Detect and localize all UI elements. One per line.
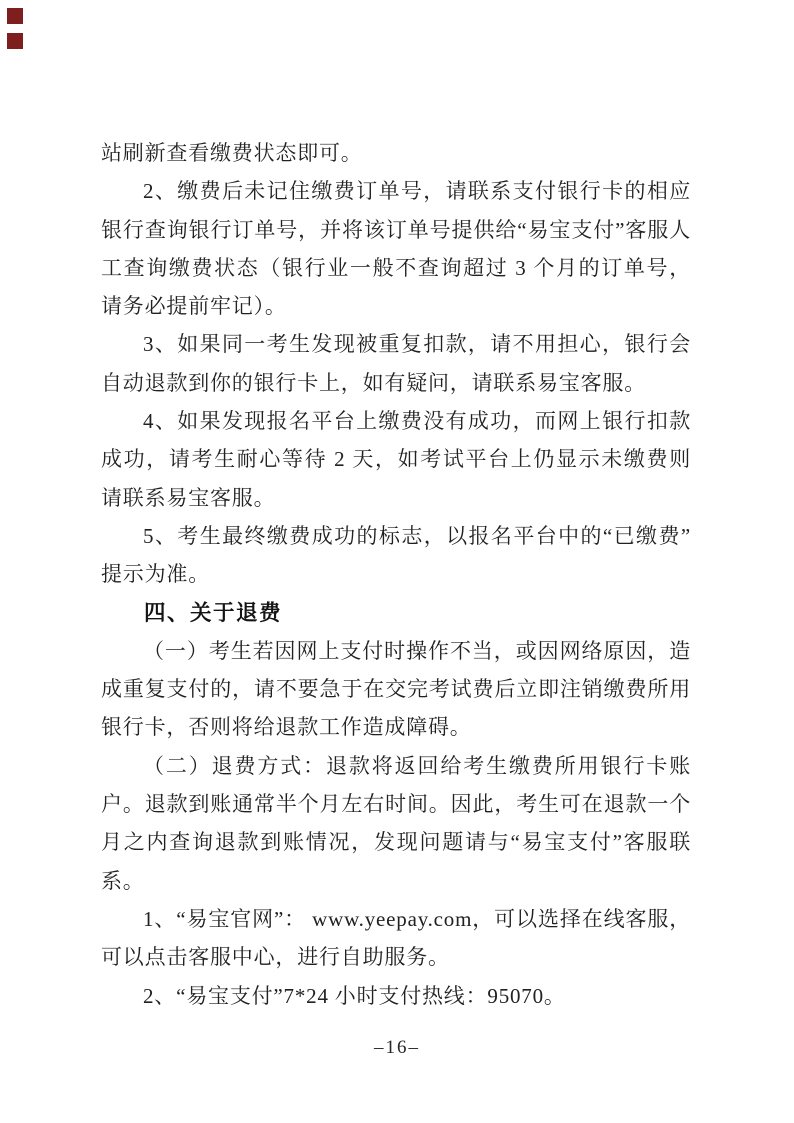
page-number: –16–	[374, 1037, 420, 1058]
red-square-marker-top	[7, 8, 23, 24]
paragraph-refund-1-card-cancellation: （一）考生若因网上支付时操作不当，或因网络原因，造成重复支付的，请不要急于在交完考试费后立即注销缴费所用银行卡，否则将给退款工作造成障碍。	[101, 638, 691, 740]
document-body	[101, 134, 691, 1015]
paragraph-payment-status-continuation: 站刷新查看缴费状态即可。	[101, 141, 363, 165]
red-square-marker-bottom	[7, 33, 23, 49]
paragraph-yeepay-website: 1、“易宝官网”： www.yeepay.com，可以选择在线客服，可以点击客服中心，进行自助服务。	[101, 906, 691, 970]
paragraph-note-3-duplicate-charge: 3、如果同一考生发现被重复扣款，请不用担心，银行会自动退款到你的银行卡上，如有疑问，请联系易宝客服。	[101, 332, 691, 395]
paragraph-yeepay-hotline: 2、“易宝支付”7*24 小时支付热线：95070。	[143, 983, 566, 1008]
paragraph-note-5-payment-success-mark: 5、考生最终缴费成功的标志，以报名平台中的“已缴费”提示为准。	[101, 523, 691, 587]
section-heading-refund-policy: 四、关于退费	[144, 600, 283, 625]
paragraph-refund-2-refund-method: （二）退费方式：退款将返回给考生缴费所用银行卡账户。退款到账通常半个月左右时间。因此，考生可在退款一个月之内查询退款到账情况，发现问题请与“易宝支付”客服联系。	[101, 753, 691, 893]
paragraph-note-2-order-number: 2、缴费后未记住缴费订单号，请联系支付银行卡的相应银行查询银行订单号，并将该订单号提供给“易宝支付”客服人工查询缴费状态（银行业一般不查询超过 3 个月的订单号，请务必提前牢记）。	[101, 179, 691, 319]
paragraph-note-4-payment-pending: 4、如果发现报名平台上缴费没有成功，而网上银行扣款成功，请考生耐心等待 2 天，如考试平台上仍显示未缴费则请联系易宝客服。	[101, 409, 691, 510]
